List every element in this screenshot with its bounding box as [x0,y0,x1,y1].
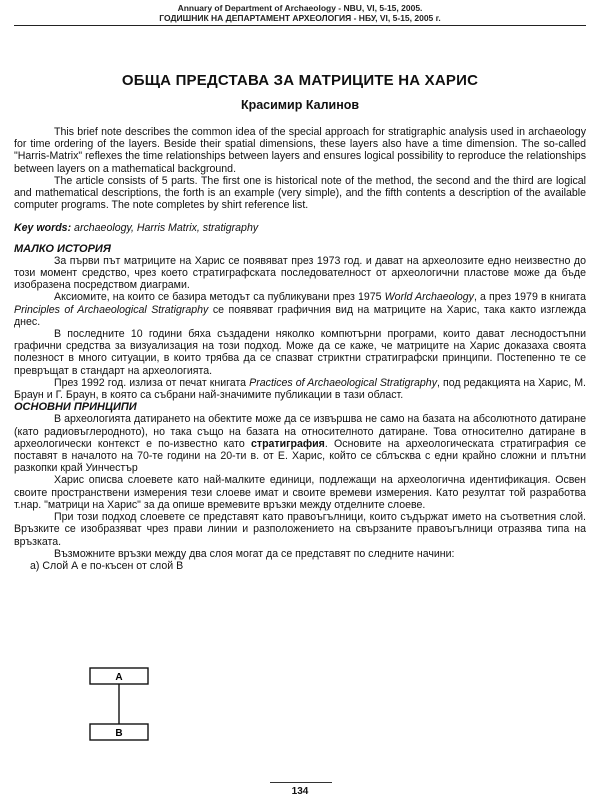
section-heading-principles: ОСНОВНИ ПРИНЦИПИ [14,401,137,414]
abstract-paragraph: The article consists of 5 parts. The first one is historical note of the method, the second and the third are logical and mathematical descriptions, the forth is an example (very simple), and the fifth contents a description of the available computer programs. The note completes by shirt reference list. [14,174,586,212]
header-line-english: Annuary of Department of Archaeology - NBU, VI, 5-15, 2005. [177,3,423,13]
layer-box-b-label: B [115,728,123,739]
layer-box-a-label: A [115,672,123,683]
text-run: , под редакцията на Харис, М. Браун и Г. Браун, в която са събрани най-значимите публикации в тази област. [14,376,587,402]
keywords-text: archaeology, Harris Matrix, stratigraphy [71,222,259,235]
text-run: Аксиомите, на които се базира методът са публикувани през 1975 [54,291,385,304]
text-run: През 1992 год. излиза от печат книгата [54,376,250,389]
page-number: 134 [291,786,309,797]
paragraph: Възможните връзки между два слоя могат да се представят по следните начини: [54,547,455,560]
article-title: ОБЩА ПРЕДСТАВА ЗА МАТРИЦИТЕ НА ХАРИС [121,72,479,89]
header-line-bulgarian: ГОДИШНИК НА ДЕПАРТАМЕНТ АРХЕОЛОГИЯ - НБУ, VI, 5-15, 2005 г. [159,13,441,23]
paragraph: Харис описва слоевете като най-малките единици, подлежащи на археологична идентификация. Освен своите пространствени измерения тези слоеве имат и своите времеви измерения. Като резултат той разработва т.нар. "матрици на Харис" за да опише времевите връзки между отделните слоеве. [14,474,586,511]
abstract-paragraph: This brief note describes the common idea of the special approach for stratigraphic analysis used in archaeology for time ordering of the layers. Beside their spatial dimensions, these layers also have a time dimension. The so-called "Harris-Matrix" reflexes the time relationships between layers and ensures logical possibility to reproduce the relationships between layers on a mathematical background. [14,126,586,175]
article-author: Красимир Калинов [240,98,360,112]
keywords-label: Key words: [14,222,72,235]
paragraph: В последните 10 години бяха създадени няколко компютърни програми, които дават леснодостъпни графични средства за визуализация на този подход. Може да се каже, че матриците на Харис доказаха своята полезност в много ситуации, в които трябва да се спазват стриктни стратиграфски принципи. Постепенно те се превръщат в стандарт на археологията. [14,328,586,377]
footer-rule [270,782,332,783]
book-title: Practices of Archaeological Stratigraphy [249,376,437,389]
section-heading-history: МАЛКО ИСТОРИЯ [14,242,111,255]
text-run: се появяват графичния вид на матриците на Харис, така както изглежда днес. [14,303,586,328]
text-run: , а през 1979 в книгата [473,291,586,304]
emphasized-term: стратиграфия [250,437,325,450]
text-run: В археологията датирането на обектите може да се извършва не само на базата на абсолютното датиране (като радиовъглеродното), но така също на базата на относителното датиране. Това относително датиране в археологически контекст е по-известно като [14,413,586,450]
journal-title: World Archaeology [384,291,474,304]
paragraph: За първи път матриците на Харис се появяват през 1973 год. и дават на археолозите едно неизвестно до този момент средство, чрез което стратиграфската последователност от археологични пластове може да бъде изобразена посредством диаграми. [14,254,586,292]
case-a-caption: а) Слой А е по-късен от слой В [30,559,184,572]
book-title: Principles of Archaeological Stratigraphy [14,303,209,316]
text-run: . Основите на археологическата стратиграфия се поставят в началото на 70-те години на 20-ти в. от Е. Харис, който се сблъсква с едни крайно сложни и плътни разкопки край Уинчестър [14,437,586,475]
paragraph: При този подход слоевете се представят като правоъгълници, които съдържат името на съответния слой. Връзките се изобразяват чрез прави линии и разположението на свързаните правоъгълници отразява типа на връзката. [14,511,586,548]
